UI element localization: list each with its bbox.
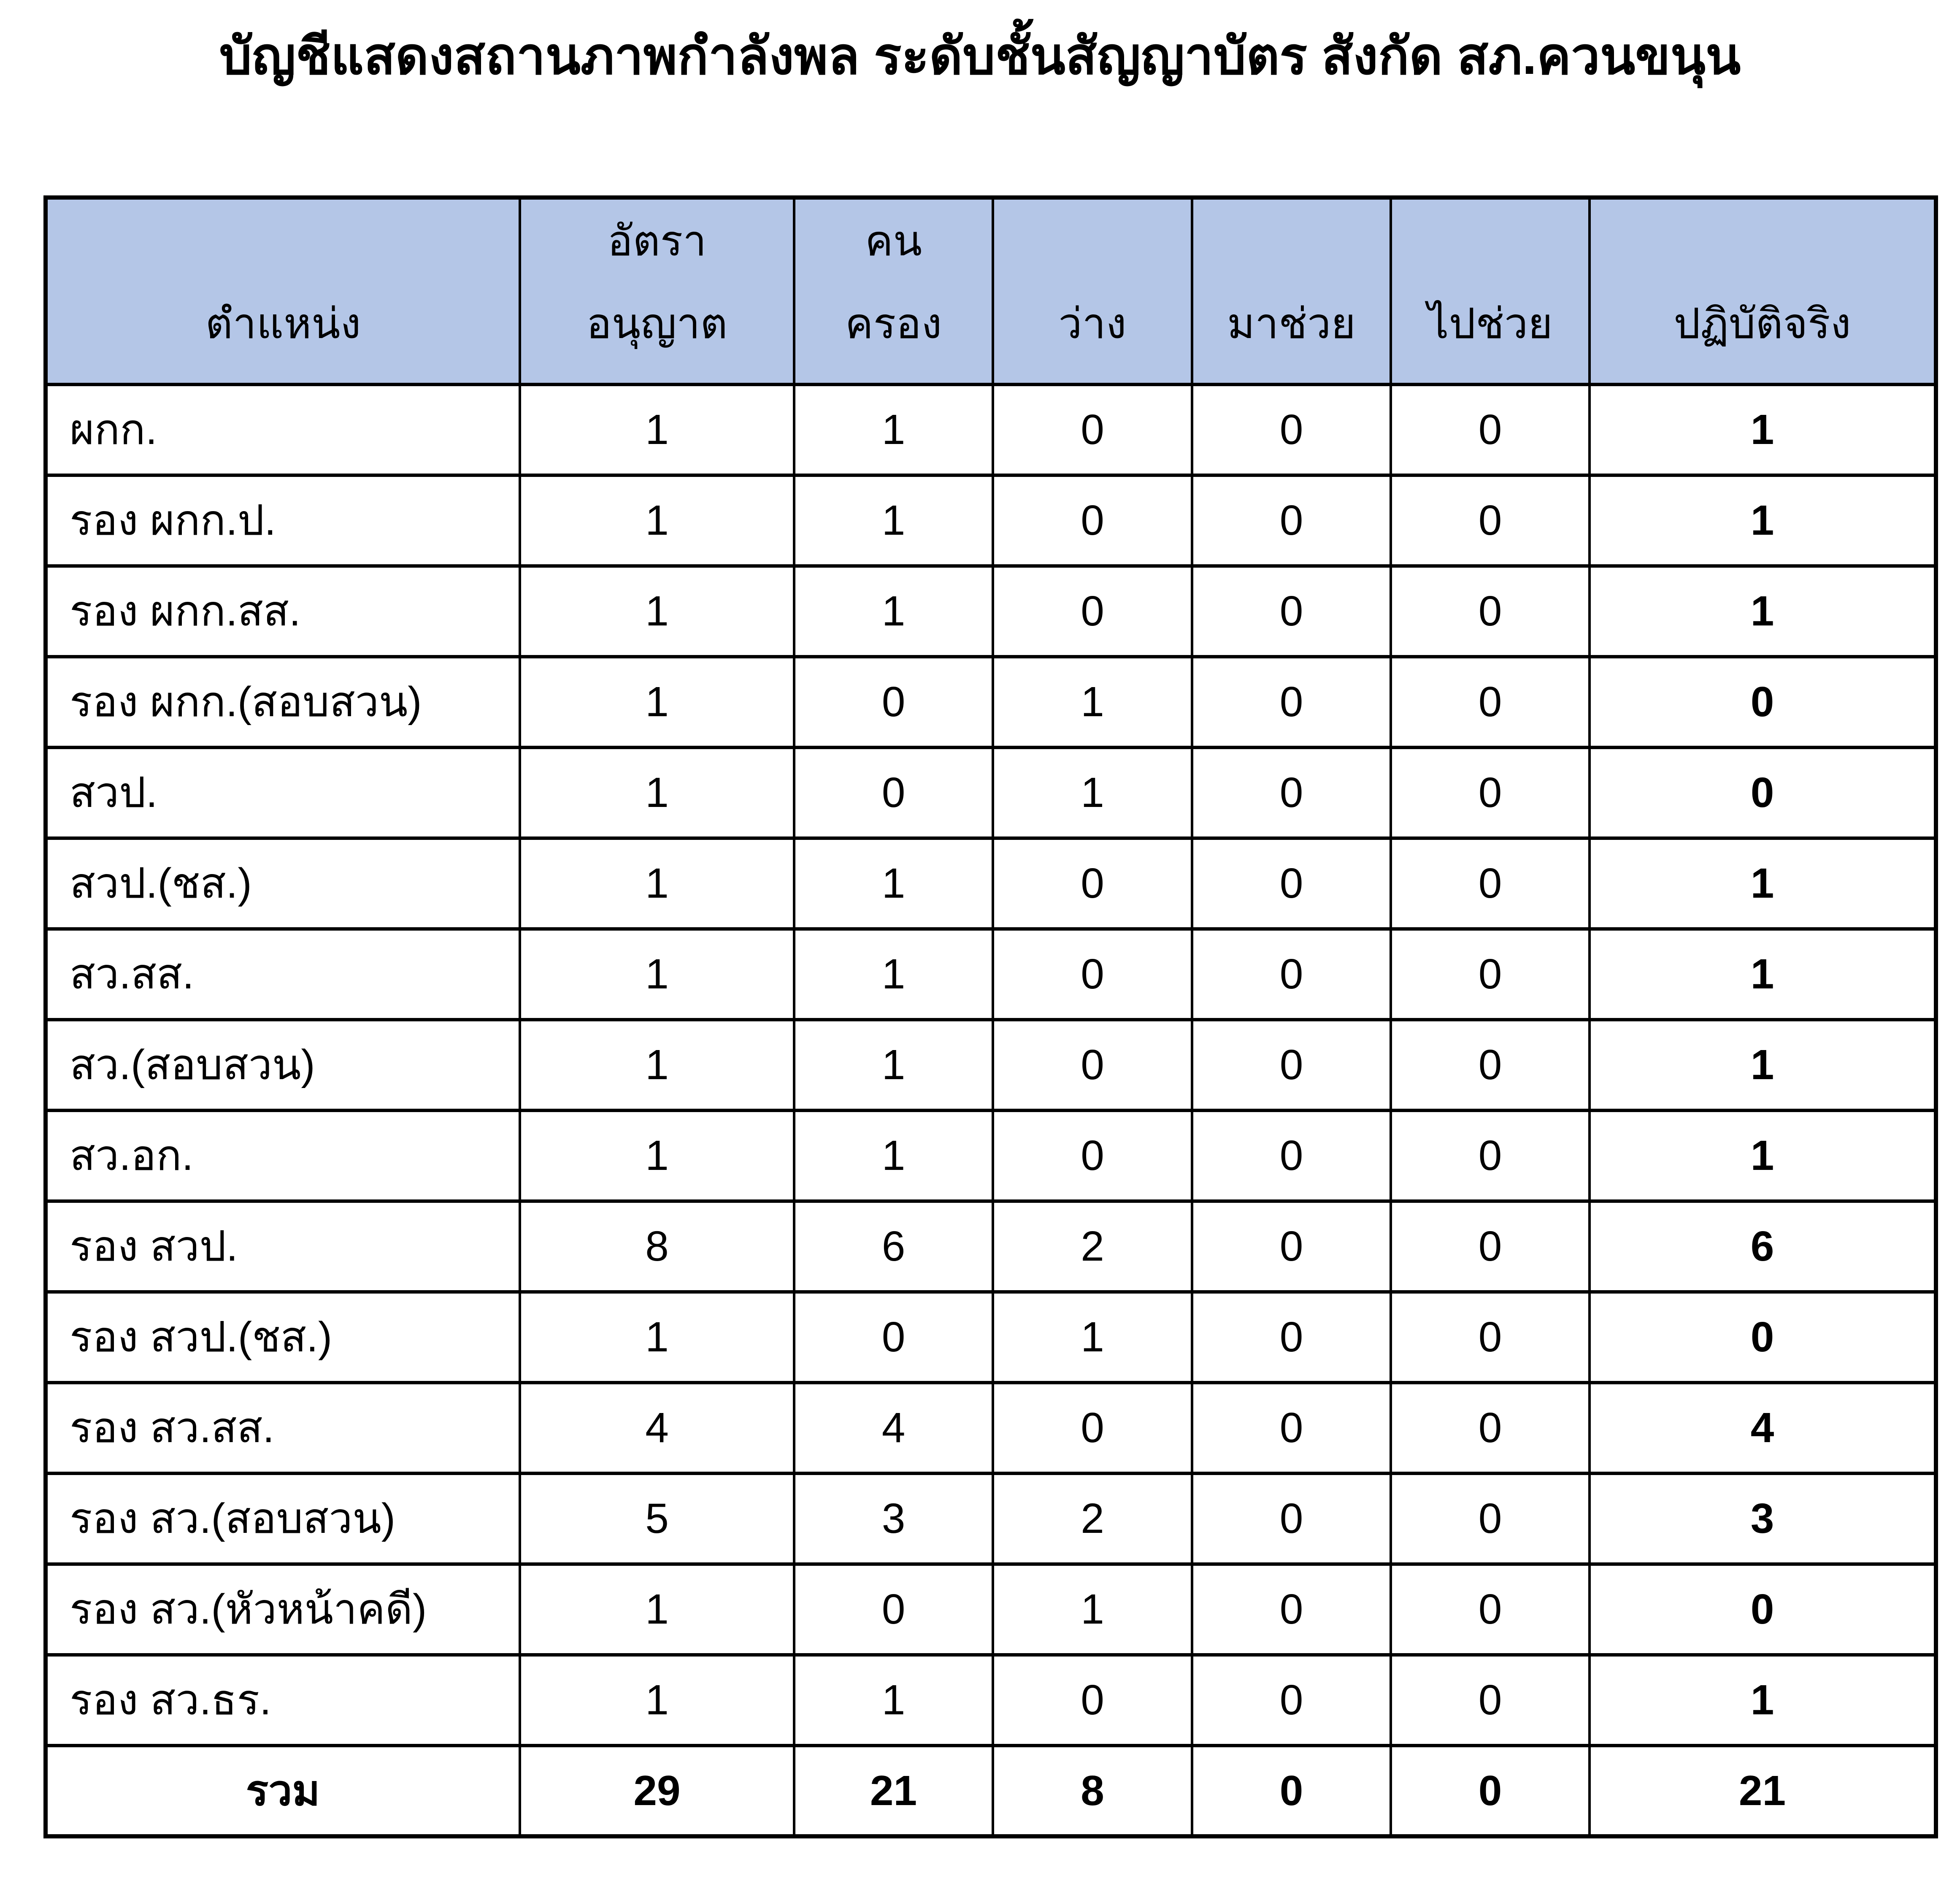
position-cell: รอง สว.(หัวหน้าคดี) [46,1564,520,1655]
column-header-line: ปฏิบัติจริง [1673,300,1851,347]
value-cell-vacant: 0 [993,1383,1192,1473]
column-header-line: อนุญาต [586,300,728,347]
value-cell-help_out: 0 [1391,1110,1590,1201]
column-header-occupied [794,198,993,384]
value-cell-help_out: 0 [1391,1383,1590,1473]
value-cell-vacant: 2 [993,1473,1192,1564]
column-header-help_in [1192,198,1391,384]
value-cell-actual: 0 [1590,657,1936,747]
value-cell-occupied: 0 [794,1564,993,1655]
value-cell-actual: 0 [1590,1292,1936,1383]
value-cell-occupied: 0 [794,747,993,838]
table-row [46,1564,1936,1655]
value-cell-help_in: 0 [1192,1292,1391,1383]
position-cell: สวป. [46,747,520,838]
value-cell-authorized: 1 [520,657,794,747]
value-cell-authorized: 5 [520,1473,794,1564]
table-row [46,1020,1936,1110]
value-cell-actual: 3 [1590,1473,1936,1564]
value-cell-actual: 1 [1590,1655,1936,1746]
value-cell-help_out: 0 [1391,747,1590,838]
value-cell-occupied: 1 [794,929,993,1020]
value-cell-occupied: 0 [794,657,993,747]
value-cell-authorized: 1 [520,1020,794,1110]
value-cell-vacant: 1 [993,1564,1192,1655]
value-cell-occupied: 3 [794,1473,993,1564]
table-row [46,747,1936,838]
value-cell-help_in: 0 [1192,747,1391,838]
value-cell-help_out: 0 [1391,1020,1590,1110]
value-cell-actual: 1 [1590,475,1936,566]
value-cell-help_in: 0 [1192,929,1391,1020]
value-cell-occupied: 1 [794,384,993,475]
value-cell-help_in: 0 [1192,475,1391,566]
value-cell-vacant: 0 [993,475,1192,566]
table-row [46,1292,1936,1383]
value-cell-help_in: 0 [1192,657,1391,747]
value-cell-help_out: 0 [1391,1292,1590,1383]
value-cell-authorized: 1 [520,384,794,475]
column-header-line: ครอง [845,300,942,347]
value-cell-vacant: 1 [993,1292,1192,1383]
value-cell-actual: 6 [1590,1201,1936,1292]
value-cell-actual: 1 [1590,384,1936,475]
value-cell-vacant: 1 [993,747,1192,838]
table-row [46,657,1936,747]
table-row [46,838,1936,929]
table-row [46,1473,1936,1564]
value-cell-help_in: 0 [1192,1383,1391,1473]
value-cell-help_in: 0 [1192,566,1391,657]
value-cell-help_in: 0 [1192,838,1391,929]
value-cell-occupied: 1 [794,1655,993,1746]
value-cell-authorized: 1 [520,747,794,838]
value-cell-help_out: 0 [1391,1201,1590,1292]
value-cell-vacant: 0 [993,1020,1192,1110]
value-cell-occupied: 1 [794,475,993,566]
personnel-table-wrap [43,195,1938,1838]
value-cell-vacant: 0 [993,384,1192,475]
value-cell-help_in: 0 [1192,1746,1391,1836]
value-cell-help_in: 0 [1192,1655,1391,1746]
value-cell-actual: 4 [1590,1383,1936,1473]
value-cell-help_out: 0 [1391,929,1590,1020]
table-row [46,1201,1936,1292]
value-cell-vacant: 0 [993,1655,1192,1746]
value-cell-actual: 0 [1590,1564,1936,1655]
position-cell: รอง สวป.(ชส.) [46,1292,520,1383]
value-cell-occupied: 21 [794,1746,993,1836]
total-label-cell: รวม [46,1746,520,1836]
table-row [46,1383,1936,1473]
value-cell-authorized: 1 [520,1564,794,1655]
value-cell-vacant: 0 [993,929,1192,1020]
page-title: บัญชีแสดงสถานภาพกำลังพล ระดับชั้นสัญญาบัตร สังกัด สภ.ควนขนุน [219,27,1741,85]
table-row [46,566,1936,657]
value-cell-help_out: 0 [1391,566,1590,657]
value-cell-actual: 1 [1590,1020,1936,1110]
value-cell-authorized: 1 [520,1110,794,1201]
value-cell-authorized: 8 [520,1201,794,1292]
column-header-line: อัตรา [607,217,707,265]
value-cell-help_out: 0 [1391,838,1590,929]
position-cell: รอง สวป. [46,1201,520,1292]
value-cell-help_out: 0 [1391,1746,1590,1836]
position-cell: ผกก. [46,384,520,475]
value-cell-authorized: 1 [520,1655,794,1746]
value-cell-help_out: 0 [1391,1655,1590,1746]
value-cell-occupied: 1 [794,566,993,657]
position-cell: รอง ผกก.(สอบสวน) [46,657,520,747]
value-cell-help_out: 0 [1391,657,1590,747]
personnel-table [43,195,1938,1838]
position-cell: สว.(สอบสวน) [46,1020,520,1110]
position-cell: สวป.(ชส.) [46,838,520,929]
column-header-line: มาช่วย [1227,300,1356,347]
column-header-line: ไปช่วย [1427,300,1553,347]
value-cell-vacant: 8 [993,1746,1192,1836]
value-cell-help_out: 0 [1391,475,1590,566]
value-cell-actual: 21 [1590,1746,1936,1836]
value-cell-actual: 1 [1590,929,1936,1020]
column-header-actual [1590,198,1936,384]
table-row [46,475,1936,566]
value-cell-help_in: 0 [1192,1020,1391,1110]
column-header-line: คน [865,217,922,265]
value-cell-authorized: 4 [520,1383,794,1473]
table-header-row [46,198,1936,384]
column-header-vacant [993,198,1192,384]
value-cell-occupied: 1 [794,1110,993,1201]
value-cell-authorized: 1 [520,475,794,566]
value-cell-vacant: 0 [993,838,1192,929]
column-header-authorized [520,198,794,384]
value-cell-help_out: 0 [1391,1564,1590,1655]
position-cell: รอง ผกก.ป. [46,475,520,566]
value-cell-actual: 1 [1590,566,1936,657]
value-cell-occupied: 1 [794,838,993,929]
value-cell-actual: 1 [1590,1110,1936,1201]
table-row [46,1110,1936,1201]
table-row [46,384,1936,475]
table-row [46,1655,1936,1746]
value-cell-vacant: 1 [993,657,1192,747]
value-cell-vacant: 0 [993,1110,1192,1201]
value-cell-occupied: 1 [794,1020,993,1110]
position-cell: รอง สว.สส. [46,1383,520,1473]
position-cell: รอง ผกก.สส. [46,566,520,657]
value-cell-actual: 1 [1590,838,1936,929]
column-header-line: ตำแหน่ง [205,300,361,347]
value-cell-help_in: 0 [1192,1473,1391,1564]
table-body [46,384,1936,1836]
value-cell-authorized: 1 [520,1292,794,1383]
position-cell: สว.สส. [46,929,520,1020]
position-cell: รอง สว.(สอบสวน) [46,1473,520,1564]
value-cell-help_in: 0 [1192,1564,1391,1655]
table-total-row [46,1746,1936,1836]
position-cell: สว.อก. [46,1110,520,1201]
value-cell-authorized: 1 [520,838,794,929]
value-cell-occupied: 4 [794,1383,993,1473]
table-header [46,198,1936,384]
value-cell-vacant: 0 [993,566,1192,657]
value-cell-vacant: 2 [993,1201,1192,1292]
position-cell: รอง สว.ธร. [46,1655,520,1746]
value-cell-authorized: 29 [520,1746,794,1836]
value-cell-occupied: 0 [794,1292,993,1383]
value-cell-help_out: 0 [1391,1473,1590,1564]
column-header-line: ว่าง [1058,300,1127,347]
value-cell-occupied: 6 [794,1201,993,1292]
value-cell-help_in: 0 [1192,1110,1391,1201]
value-cell-help_in: 0 [1192,1201,1391,1292]
column-header-help_out [1391,198,1590,384]
value-cell-help_in: 0 [1192,384,1391,475]
table-row [46,929,1936,1020]
column-header-position [46,198,520,384]
value-cell-authorized: 1 [520,929,794,1020]
value-cell-authorized: 1 [520,566,794,657]
value-cell-actual: 0 [1590,747,1936,838]
value-cell-help_out: 0 [1391,384,1590,475]
